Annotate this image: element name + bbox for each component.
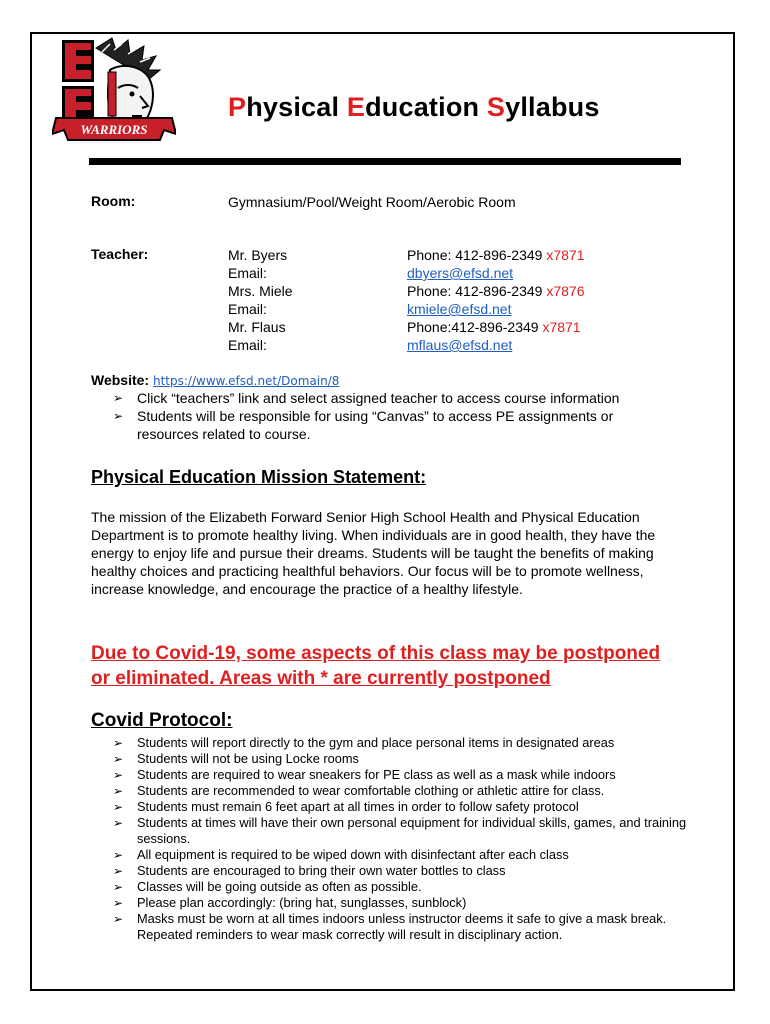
- bullet-text: Classes will be going outside as often as possible.: [137, 879, 422, 894]
- list-item: [113, 767, 688, 783]
- list-item: [113, 751, 688, 767]
- chief-head-icon: [96, 38, 160, 126]
- list-item: [113, 783, 688, 799]
- covid-bullets: [113, 735, 688, 943]
- email-byers-link[interactable]: dbyers@efsd.net: [407, 265, 514, 281]
- ef-letters: [62, 40, 94, 128]
- teacher-row-left: Email:: [228, 301, 267, 317]
- email-flaus-row: [407, 336, 585, 354]
- phone-number: Phone: 412-896-2349: [407, 283, 547, 299]
- bullet-text: Click “teachers” link and select assigned teacher to access course information: [137, 390, 620, 406]
- website-bullets: [113, 389, 673, 443]
- page-title: [228, 92, 600, 123]
- mission-body: The mission of the Elizabeth Forward Senior High School Health and Physical Education Department is to promote healthy living. When individuals are in good health, they have the energy to enjoy life and pursue their dreams. Students will be taught the benefits of making healthy choices and practicing healthful behaviors. Our focus will be to promote wellness, increase knowledge, and encourage the practice of a healthy lifestyle.: [91, 509, 656, 597]
- teacher-label: Teacher:: [91, 246, 149, 262]
- arrow-bullet-icon: ➢: [113, 391, 124, 405]
- title-divider: [89, 158, 681, 165]
- email-miele-row: [407, 300, 585, 318]
- arrow-bullet-icon: ➢: [113, 409, 124, 423]
- bullet-text: Students must remain 6 feet apart at all times in order to follow safety protocol: [137, 799, 579, 814]
- phone-extension: x7871: [546, 247, 585, 263]
- title-cap-p: P: [228, 92, 247, 122]
- website-line: [91, 371, 339, 390]
- email-byers-row: [407, 264, 585, 282]
- room-value: Gymnasium/Pool/Weight Room/Aerobic Room: [228, 194, 516, 210]
- arrow-bullet-icon: ➢: [113, 912, 124, 926]
- arrow-bullet-icon: ➢: [113, 864, 124, 878]
- teacher-contacts-column: [407, 246, 585, 354]
- teacher-row-left: Email:: [228, 265, 267, 281]
- teacher-row-left: Mrs. Miele: [228, 283, 293, 299]
- arrow-bullet-icon: ➢: [113, 768, 124, 782]
- covid-heading: Covid Protocol:: [91, 710, 233, 731]
- warriors-logo: [52, 36, 176, 146]
- room-label: Room:: [91, 193, 136, 209]
- arrow-bullet-icon: ➢: [113, 848, 124, 862]
- phone-byers: [407, 246, 585, 264]
- bullet-text: Masks must be worn at all times indoors unless instructor deems it safe to give a mask break. Repeated reminders to wear mask correctly will result in disciplinary action.: [137, 911, 667, 942]
- bullet-text: Students will be responsible for using “Canvas” to access PE assignments or resources related to course.: [137, 408, 614, 442]
- teacher-row-left: Mr. Byers: [228, 247, 288, 263]
- title-rest-s: yllabus: [505, 92, 600, 122]
- phone-number: Phone:412-896-2349: [407, 319, 543, 335]
- list-item: [113, 799, 688, 815]
- teacher-row-left: Email:: [228, 337, 267, 353]
- list-item: [113, 407, 673, 443]
- arrow-bullet-icon: ➢: [113, 816, 124, 830]
- arrow-bullet-icon: ➢: [113, 800, 124, 814]
- list-item: [113, 815, 688, 847]
- phone-number: Phone: 412-896-2349: [407, 247, 547, 263]
- phone-extension: x7876: [546, 283, 585, 299]
- arrow-bullet-icon: ➢: [113, 736, 124, 750]
- covid-warning: [91, 641, 711, 691]
- website-link[interactable]: https://www.efsd.net/Domain/8: [152, 374, 340, 388]
- bullet-text: Students are encouraged to bring their own water bottles to class: [137, 863, 506, 878]
- bullet-text: Please plan accordingly: (bring hat, sunglasses, sunblock): [137, 895, 467, 910]
- arrow-bullet-icon: ➢: [113, 784, 124, 798]
- banner-text: WARRIORS: [80, 122, 148, 137]
- list-item: [113, 911, 688, 943]
- email-flaus-link[interactable]: mflaus@efsd.net: [407, 337, 513, 353]
- bullet-text: Students will report directly to the gym and place personal items in designated areas: [137, 735, 615, 750]
- mission-heading: Physical Education Mission Statement:: [91, 467, 427, 487]
- title-rest-p: hysical: [246, 92, 347, 122]
- list-item: [113, 879, 688, 895]
- arrow-bullet-icon: ➢: [113, 896, 124, 910]
- list-item: [113, 389, 673, 407]
- phone-miele: [407, 282, 585, 300]
- phone-extension: x7871: [542, 319, 581, 335]
- bullet-text: Students at times will have their own personal equipment for individual skills, games, and training sessions.: [137, 815, 687, 846]
- email-miele-link[interactable]: kmiele@efsd.net: [407, 301, 512, 317]
- bullet-text: All equipment is required to be wiped down with disinfectant after each class: [137, 847, 569, 862]
- website-label: Website:: [91, 372, 150, 388]
- title-rest-e: ducation: [365, 92, 487, 122]
- list-item: [113, 735, 688, 751]
- list-item: [113, 847, 688, 863]
- list-item: [113, 895, 688, 911]
- list-item: [113, 863, 688, 879]
- arrow-bullet-icon: ➢: [113, 752, 124, 766]
- bullet-text: Students are required to wear sneakers for PE class as well as a mask while indoors: [137, 767, 616, 782]
- warning-line-2: or eliminated. Areas with * are currently postponed: [91, 668, 551, 689]
- title-cap-s: S: [486, 92, 506, 122]
- warning-line-1: Due to Covid-19, some aspects of this class may be postponed: [91, 643, 661, 664]
- teacher-names-column: [228, 246, 293, 354]
- arrow-bullet-icon: ➢: [113, 880, 124, 894]
- bullet-text: Students will not be using Locke rooms: [137, 751, 359, 766]
- phone-flaus: [407, 318, 585, 336]
- title-cap-e: E: [346, 92, 366, 122]
- teacher-row-left: Mr. Flaus: [228, 319, 286, 335]
- bullet-text: Students are recommended to wear comfortable clothing or athletic attire for class.: [137, 783, 605, 798]
